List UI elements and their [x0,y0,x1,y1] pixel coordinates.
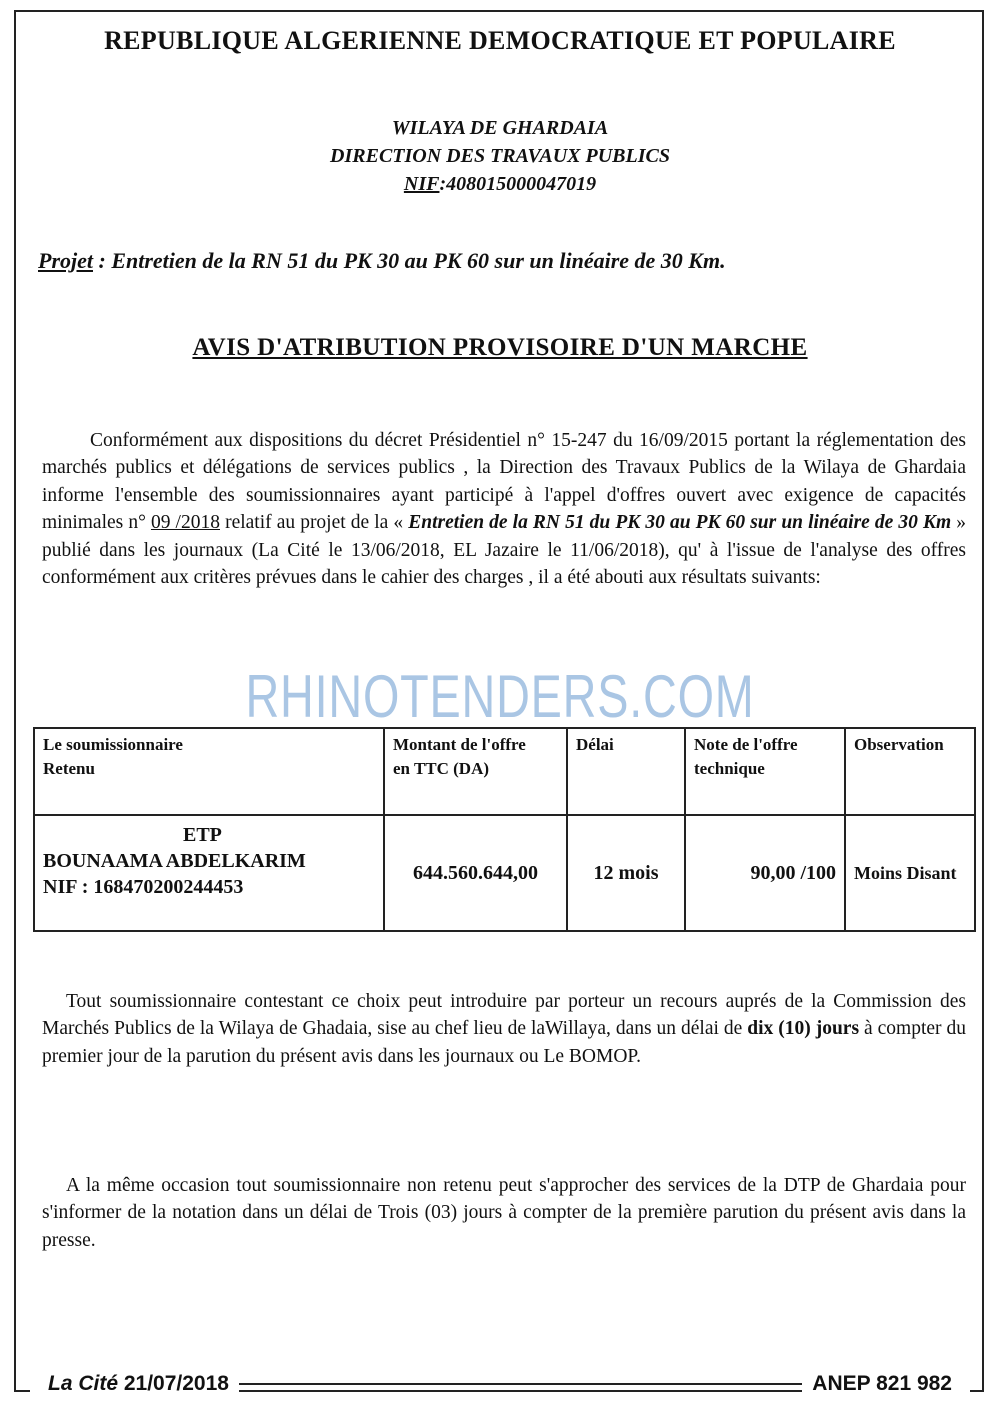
header-note-line2: technique [694,759,765,778]
header-amount-line2: en TTC (DA) [393,759,490,778]
project-reference: Entretien de la RN 51 du PK 30 au PK 60 sur un linéaire de 30 Km [408,512,952,534]
appeal-part2: à compter du premier jour de la parution du présent avis dans les journaux ou Le BOMOP. [42,1018,967,1067]
delai-value: 12 mois [567,815,685,931]
publication-date: 21/07/2018 [123,1372,229,1395]
header-amount [384,728,567,815]
results-table [33,727,976,932]
footer-publication [30,1372,239,1396]
tender-number: 09 /2018 [150,512,220,534]
republic-heading: REPUBLIQUE ALGERIENNE DEMOCRATIQUE ET POPULAIRE [104,26,896,55]
observation-value: Moins Disant [845,815,975,931]
table-row [34,815,975,931]
nif-value: :408015000047019 [439,173,597,195]
intro-part1: Conformément aux dispositions du décret Présidentiel n° 15-247 du 16/09/2015 portant la réglementation des marchés publics et délégations de services publics , la Direction des Travaux Publics de la Wilaya de Ghardaia informe l'ensemble des soumissionnaires ayant participé à l'appel d'offres ouvert avec exigence de capacités minimales n° [42,430,966,534]
header-delai: Délai [567,728,685,815]
header-bidder-line2: Retenu [43,759,95,778]
bidder-nif: NIF : 168470200244453 [43,876,244,898]
notice-title: AVIS D'ATRIBUTION PROVISOIRE D'UN MARCHE [192,334,808,361]
project-text: Entretien de la RN 51 du PK 30 au PK 60 sur un linéaire de 30 Km. [111,248,726,273]
header-bidder-line1: Le soumissionnaire [43,735,183,754]
bidder-cell [34,815,384,931]
anep-reference: ANEP 821 982 [802,1372,970,1396]
issuer-block [0,114,1000,198]
table-header-row [34,728,975,815]
wilaya-name: WILAYA DE GHARDAIA [391,117,609,139]
closing-paragraph: A la même occasion tout soumissionnaire non retenu peut s'approcher des services de la DTP de Ghardaia pour s'informer de la notation dans un délai de Trois (03) jours à compter de la première parution du présent avis dans la presse. [42,1175,966,1251]
project-label: Projet [38,248,93,273]
header-note-line1: Note de l'offre [694,735,798,754]
footer [30,1368,970,1400]
appeal-paragraph [42,988,966,1070]
watermark: RHINOTENDERS.COM [245,663,755,730]
technical-note: 90,00 /100 [685,815,845,931]
nif-label: NIF [403,173,440,195]
issuer-nif [0,170,1000,198]
publication-name: La Cité [48,1372,119,1395]
intro-paragraph [42,427,966,591]
project-line [38,248,726,274]
header-observation: Observation [845,728,975,815]
intro-part2: relatif au projet de la « [219,512,409,534]
offer-amount: 644.560.644,00 [384,815,567,931]
intro-part3: » publié dans les journaux (La Cité le 13/06/2018, EL Jazaire le 11/06/2018), qu' à l'issue de l'analyse des offres conformément aux critères prévues dans le cahier des charges , il a été abouti aux résultats suivants: [42,512,967,589]
bidder-name: BOUNAAMA ABDELKARIM [43,850,306,872]
direction-name: DIRECTION DES TRAVAUX PUBLICS [330,145,670,167]
project-separator: : [93,248,112,273]
header-amount-line1: Montant de l'offre [393,735,526,754]
appeal-part1: Tout soumissionnaire contestant ce choix peut introduire par porteur un recours auprés de la Commission des Marchés Publics de la Wilaya de Ghadaia, sise au chef lieu de laWillaya, dans un délai de [42,991,966,1040]
header-bidder [34,728,384,815]
header-note [685,728,845,815]
bidder-type: ETP [183,824,222,846]
footer-rule [239,1383,802,1385]
appeal-deadline: dix (10) jours [747,1018,860,1040]
